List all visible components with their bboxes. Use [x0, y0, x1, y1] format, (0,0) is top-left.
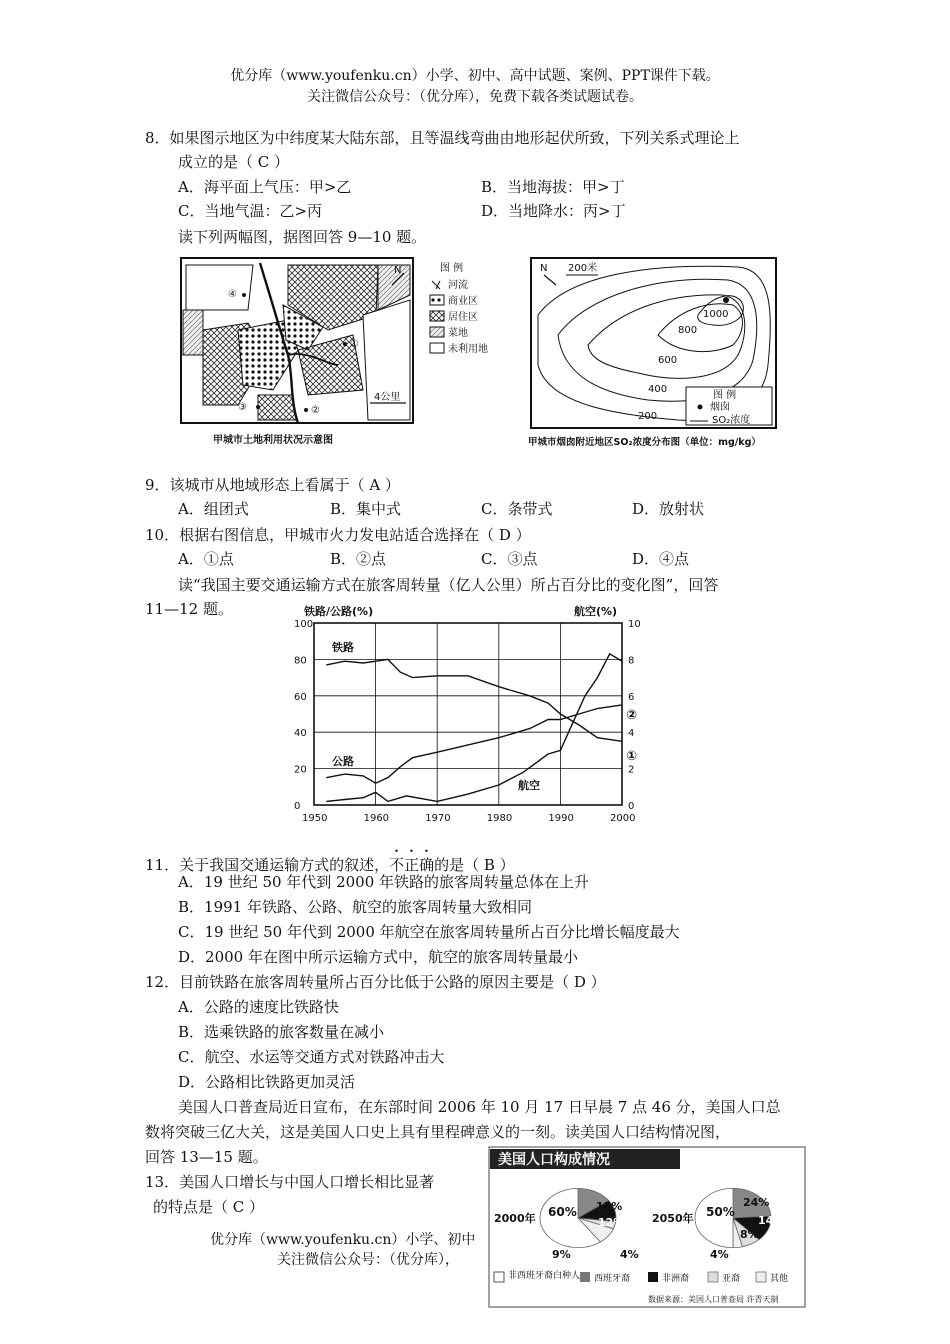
legend-river: 河流 [448, 280, 468, 291]
y-right-tick-label: 10 [628, 619, 641, 630]
so2-caption: 甲城市烟囱附近地区SO₂浓度分布图（单位：mg/kg） [528, 437, 761, 448]
legend-commercial: 商业区 [448, 296, 478, 307]
p2000-other: 9% [552, 1248, 571, 1261]
q9-option-b: B．集中式 [330, 500, 402, 518]
point-2: ② [311, 405, 320, 416]
residential-area [258, 395, 296, 420]
legend-vegetable: 菜地 [448, 328, 468, 339]
point-4: ④ [228, 289, 237, 300]
q9-option-a: A．组团式 [178, 500, 249, 518]
p2050-asian: 8% [740, 1228, 759, 1241]
contour-400: 400 [648, 384, 668, 395]
so2-legend-conc: SO₂浓度 [712, 415, 751, 426]
q13-stem-line-1: 13．美国人口增长与中国人口增长相比显著 [145, 1173, 435, 1191]
transport-chart [282, 603, 652, 833]
y-left-tick-label: 40 [294, 728, 307, 740]
marker-highway: ② [626, 708, 638, 723]
q10-option-a: A．①点 [178, 550, 234, 568]
label-aviation: 航空 [518, 779, 540, 792]
contour-200: 200 [638, 411, 658, 422]
header-line-1: 优分库（www.youfenku.cn）小学、初中、高中试题、案例、PPT课件下载。 [230, 68, 720, 84]
q10-option-b: B．②点 [330, 550, 387, 568]
legend-other: 其他 [770, 1274, 789, 1284]
q8-option-c: C．当地气温：乙>丙 [178, 202, 323, 220]
land-use-map [178, 255, 508, 455]
legend-hispanic: 西班牙裔 [594, 1274, 631, 1284]
intro-11-12-line-2: 11—12 题。 [145, 600, 233, 618]
p2050-other: 4% [710, 1248, 729, 1261]
x-tick-label: 1990 [548, 813, 574, 824]
so2-legend-chimney: 烟囱 [710, 402, 730, 413]
q8-option-d: D．当地降水：丙>丁 [481, 202, 626, 220]
year-2000: 2000年 [494, 1212, 536, 1225]
chart-ylabel-right: 航空(%) [574, 605, 618, 618]
q13-stem-line-2: 的特点是（ C ） [153, 1198, 265, 1216]
us-pop-title: 美国人口构成情况 [498, 1152, 610, 1168]
p2000-african: 12% [598, 1216, 625, 1229]
header-line-2: 关注微信公众号：（优分库），免费下载各类试题试卷。 [307, 89, 643, 105]
p2050-hispanic: 24% [743, 1196, 770, 1209]
q11-option-b: B．1991 年铁路、公路、航空的旅客周转量大致相同 [178, 898, 532, 916]
q9-option-d: D．放射状 [632, 500, 705, 518]
p2000-hispanic: 15% [596, 1200, 623, 1213]
y-right-tick-label: 2 [628, 764, 635, 776]
legend-residential: 居住区 [448, 312, 478, 323]
scale-200m: 200米 [568, 263, 598, 274]
contour-1000: 1000 [703, 309, 729, 320]
year-2050: 2050年 [652, 1212, 694, 1225]
x-tick-label: 1950 [302, 813, 328, 824]
q12-option-a: A．公路的速度比铁路快 [178, 998, 339, 1016]
q11-option-a: A．19 世纪 50 年代到 2000 年铁路的旅客周转量总体在上升 [178, 873, 590, 891]
y-left-tick-label: 80 [294, 655, 307, 667]
us-pop-source: 数据来源：美国人口普查局 许青天制 [648, 1295, 779, 1304]
q8-stem-line-2: 成立的是（ C ） [178, 153, 290, 171]
north-arrow-right: N [540, 263, 548, 274]
intro-13-15-line-3: 回答 13—15 题。 [145, 1148, 268, 1166]
chart-ylabel-left: 铁路/公路(%) [304, 605, 374, 618]
y-left-tick-label: 20 [294, 764, 307, 776]
y-left-tick-label: 0 [294, 801, 301, 812]
legend-unused: 未利用地 [448, 344, 488, 355]
y-right-tick-label: 6 [628, 691, 635, 703]
x-tick-label: 2000 [610, 813, 636, 824]
q10-stem: 10．根据右图信息，甲城市火力发电站适合选择在（ D ） [145, 526, 531, 544]
point-1: ① [350, 339, 359, 350]
contour-600: 600 [658, 355, 678, 366]
footer-line-1: 优分库（www.youfenku.cn）小学、初中 [210, 1232, 476, 1248]
y-right-tick-label: 8 [628, 655, 635, 667]
q12-option-c: C．航空、水运等交通方式对铁路冲击大 [178, 1048, 445, 1066]
legend-white: 非西班牙裔白种人 [508, 1271, 581, 1281]
q12-option-d: D．公路相比铁路更加灵活 [178, 1073, 356, 1091]
p2000-white: 60% [548, 1205, 577, 1219]
us-population-chart [488, 1146, 808, 1310]
q9-option-c: C．条带式 [481, 500, 553, 518]
vegetable-area [183, 310, 203, 355]
q8-stem-line-1: 8．如果图示地区为中纬度某大陆东部，且等温线弯曲由地形起伏所致，下列关系式理论上 [145, 129, 740, 147]
intro-9-10: 读下列两幅图，据图回答 9—10 题。 [178, 228, 427, 246]
label-highway: 公路 [332, 755, 354, 768]
q11-stem: 11．关于我国交通运输方式的叙述，不正确的是（ B ） [145, 856, 515, 874]
legend-title: 图 例 [440, 263, 464, 274]
so2-map [528, 255, 788, 455]
p2050-african: 14% [758, 1214, 785, 1227]
x-tick-label: 1980 [486, 813, 513, 824]
y-left-tick-label: 100 [294, 619, 314, 630]
q9-stem: 9．该城市从地域形态上看属于（ A ） [145, 476, 400, 494]
legend-asian: 亚裔 [722, 1274, 741, 1284]
p2050-white: 50% [706, 1205, 735, 1219]
x-tick-label: 1960 [363, 813, 390, 824]
q12-stem: 12．目前铁路在旅客周转量所占百分比低于公路的原因主要是（ D ） [145, 973, 606, 991]
footer-line-2: 关注微信公众号：（优分库）， [277, 1252, 459, 1268]
so2-legend-title: 图 例 [713, 390, 737, 401]
intro-13-15-line-1: 美国人口普查局近日宣布，在东部时间 2006 年 10 月 17 日早晨 7 点 46 分，美国人口总 [178, 1098, 781, 1116]
marker-railway: ① [626, 749, 638, 764]
q12-option-b: B．选乘铁路的旅客数量在减小 [178, 1023, 385, 1041]
legend-african: 非洲裔 [662, 1274, 690, 1284]
y-right-tick-label: 4 [628, 728, 635, 740]
label-railway: 铁路 [332, 641, 354, 654]
q10-option-d: D．④点 [632, 550, 690, 568]
point-3: ③ [238, 402, 247, 413]
q11-option-d: D．2000 年在图中所示运输方式中，航空的旅客周转量最小 [178, 948, 578, 966]
p2000-asian: 4% [620, 1248, 639, 1261]
scale-bar: 4公里 [374, 392, 401, 403]
north-arrow: N [394, 265, 402, 276]
q10-option-c: C．③点 [481, 550, 538, 568]
x-tick-label: 1970 [425, 813, 451, 824]
intro-11-12-line-1: 读“我国主要交通运输方式在旅客周转量（亿人公里）所占百分比的变化图”，回答 [178, 576, 719, 594]
land-use-caption: 甲城市土地利用状况示意图 [213, 435, 333, 446]
y-right-tick-label: 0 [628, 801, 635, 812]
q8-option-a: A．海平面上气压：甲>乙 [178, 178, 352, 196]
intro-13-15-line-2: 数将突破三亿大关，这是美国人口史上具有里程碑意义的一刻。读美国人口结构情况图， [145, 1123, 731, 1141]
q11-option-c: C．19 世纪 50 年代到 2000 年航空在旅客周转量所占百分比增长幅度最大 [178, 923, 680, 941]
contour-800: 800 [678, 325, 698, 336]
unused-land [186, 265, 253, 310]
q11-emphasis: 不正确 [389, 856, 435, 874]
y-left-tick-label: 60 [294, 691, 307, 703]
q8-option-b: B．当地海拔：甲>丁 [481, 178, 625, 196]
